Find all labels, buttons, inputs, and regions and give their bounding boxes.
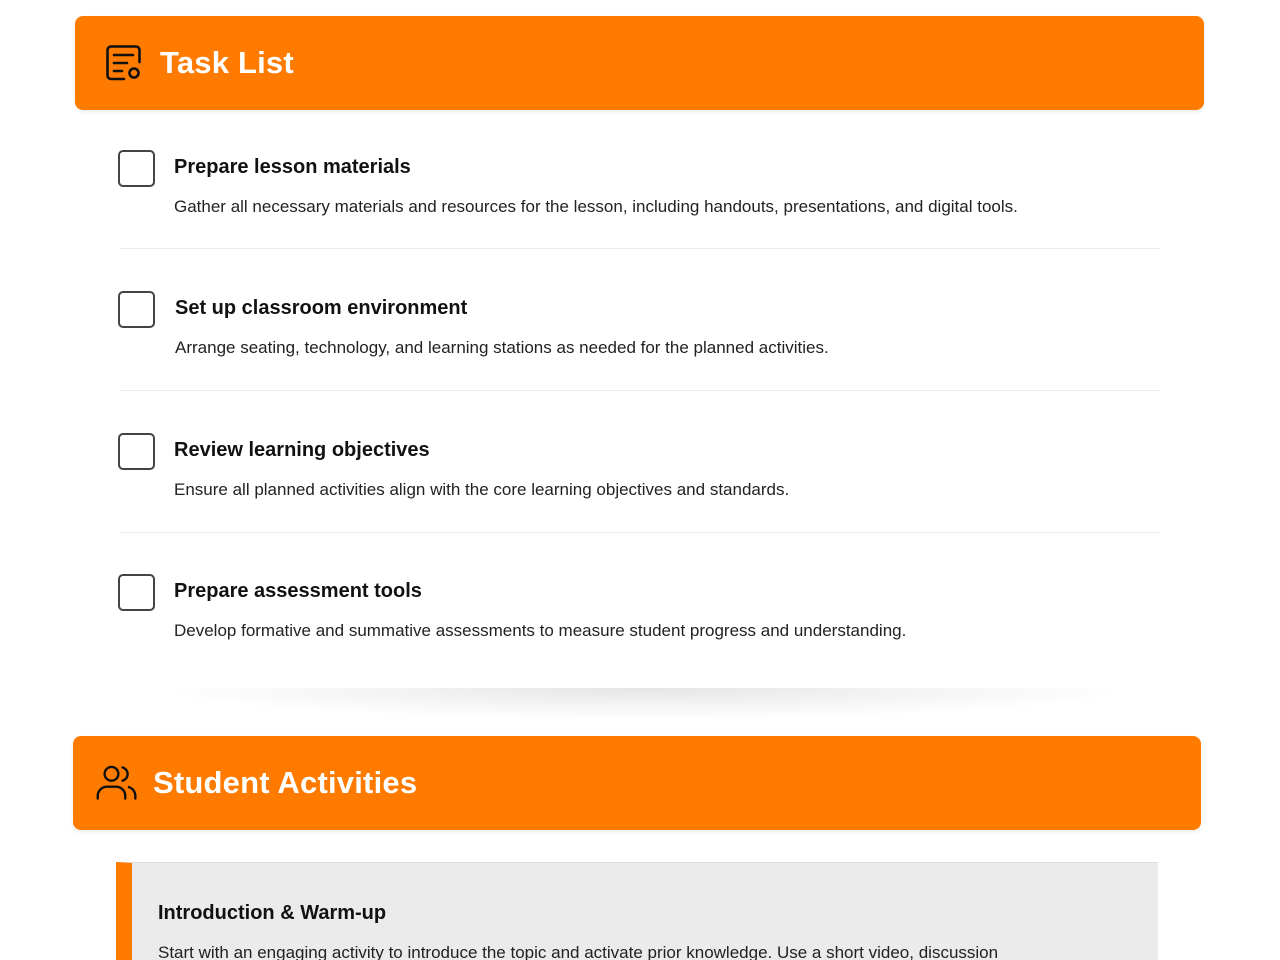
task-divider <box>120 532 1160 533</box>
task-description: Develop formative and summative assessments to measure student progress and understanding. <box>174 621 907 640</box>
activity-description: Start with an engaging activity to introduce the topic and activate prior knowledge. Use a short video, discussion <box>158 943 999 960</box>
task-checkbox[interactable] <box>118 291 155 328</box>
activity-card <box>116 862 1158 960</box>
section-shadow <box>180 688 1110 718</box>
task-checkbox[interactable] <box>118 433 155 470</box>
task-title: Prepare lesson materials <box>174 156 411 178</box>
activity-title: Introduction & Warm-up <box>158 902 387 924</box>
task-description: Gather all necessary materials and resources for the lesson, including handouts, presentations, and digital tools. <box>174 197 1018 216</box>
student-activities-title: Student Activities <box>153 765 418 800</box>
task-checkbox[interactable] <box>118 150 155 187</box>
task-divider <box>120 248 1160 249</box>
task-list-header <box>75 16 1204 110</box>
student-activities-header <box>73 736 1201 830</box>
task-checkbox[interactable] <box>118 574 155 611</box>
task-title: Review learning objectives <box>174 439 430 461</box>
task-list-icon <box>102 41 146 85</box>
task-title: Prepare assessment tools <box>174 580 422 602</box>
task-list-title: Task List <box>160 45 294 80</box>
task-divider <box>120 390 1160 391</box>
task-title: Set up classroom environment <box>175 297 468 319</box>
task-description: Arrange seating, technology, and learning stations as needed for the planned activities. <box>175 338 829 357</box>
users-icon <box>95 761 139 805</box>
task-description: Ensure all planned activities align with the core learning objectives and standards. <box>174 480 790 499</box>
